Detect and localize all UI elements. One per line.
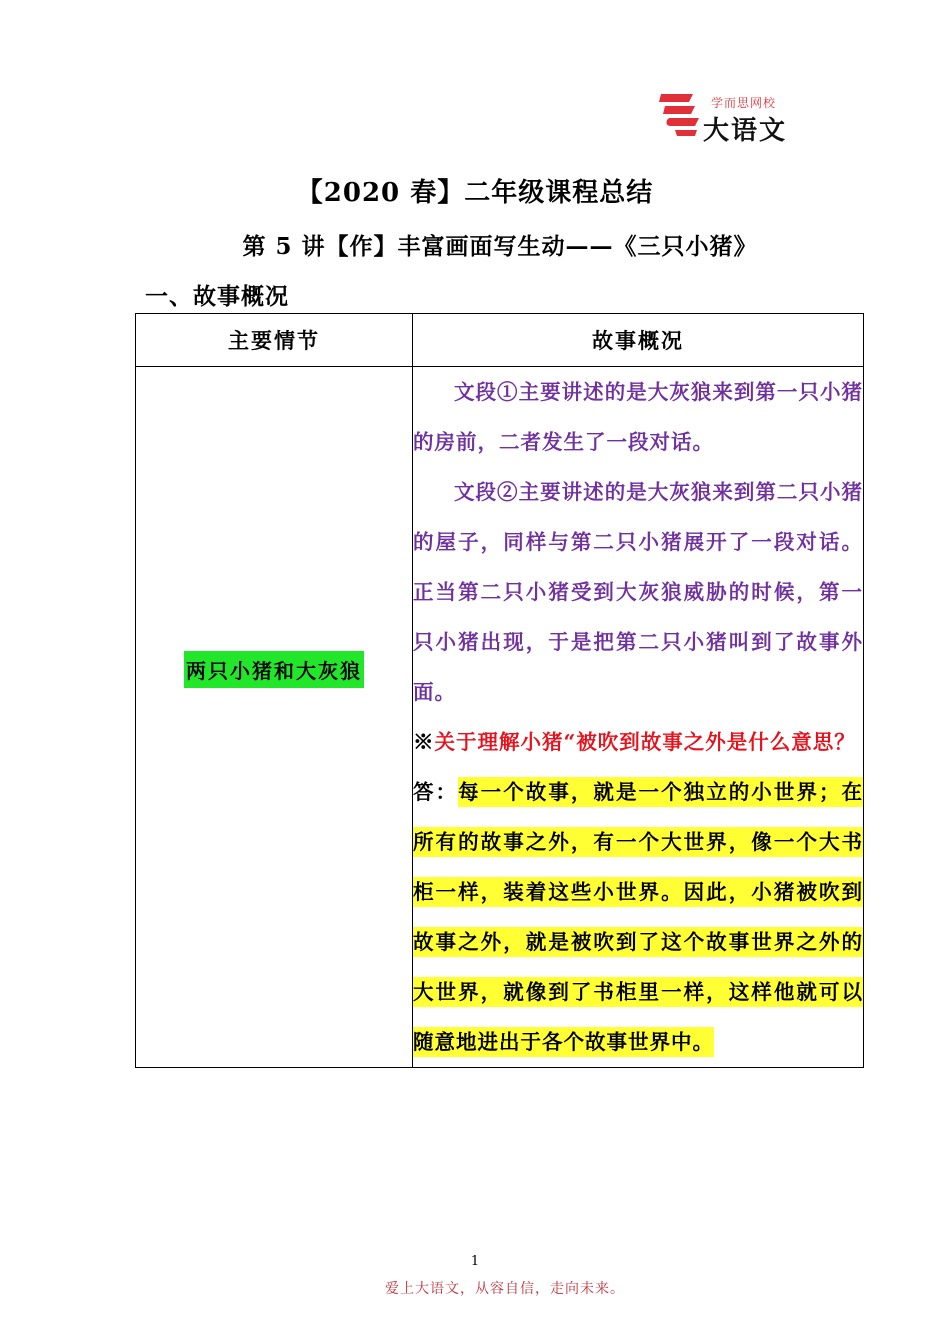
paragraph-one: 文段①主要讲述的是大灰狼来到第一只小猪的房前，二者发生了一段对话。 [413,380,863,454]
answer-text: 每一个故事，就是一个独立的小世界；在所有的故事之外，有一个大世界，像一个大书柜一样，装着这些小世界。因此，小猪被吹到故事之外，就是被吹到了这个故事世界之外的大世界，就像到了书柜里一样，这样他就可以随意地进出于各个故事世界中。 [413,777,863,1057]
answer-label: 答： [413,780,459,804]
lesson-subtitle: 第 5 讲【作】丰富画面写生动——《三只小猪》 [242,233,758,260]
paragraph-two: 文段②主要讲述的是大灰狼来到第二只小猪的屋子，同样与第二只小猪展开了一段对话。正当第二只小猪受到大灰狼威胁的时候，第一只小猪出现，于是把第二只小猪叫到了故事外面。 [413,480,863,704]
plot-label: 两只小猪和大灰狼 [184,651,364,688]
column-header-overview: 故事概况 [413,314,864,367]
table-header-row [136,314,864,367]
logo-mark-icon [655,90,703,138]
overview-cell [413,367,864,1068]
brand-logo [655,90,795,146]
plot-cell [136,367,413,1068]
section-heading: 一、故事概况 [145,283,289,310]
note-question [413,717,863,767]
note-question-text: 关于理解小猪“被吹到故事之外是什么意思？ [434,730,856,754]
page-number: 1 [470,1254,480,1269]
table-row [136,367,864,1068]
story-table [135,313,864,1068]
answer-block [413,767,863,1067]
logo-subtitle: 学而思网校 [711,96,777,110]
logo-title: 大语文 [703,116,788,146]
page-title: 【2020 春】二年级课程总结 [296,178,654,208]
note-mark: ※ [413,730,435,754]
footer-slogan: 爱上大语文，从容自信，走向未来。 [385,1281,625,1297]
column-header-plot: 主要情节 [136,314,413,367]
